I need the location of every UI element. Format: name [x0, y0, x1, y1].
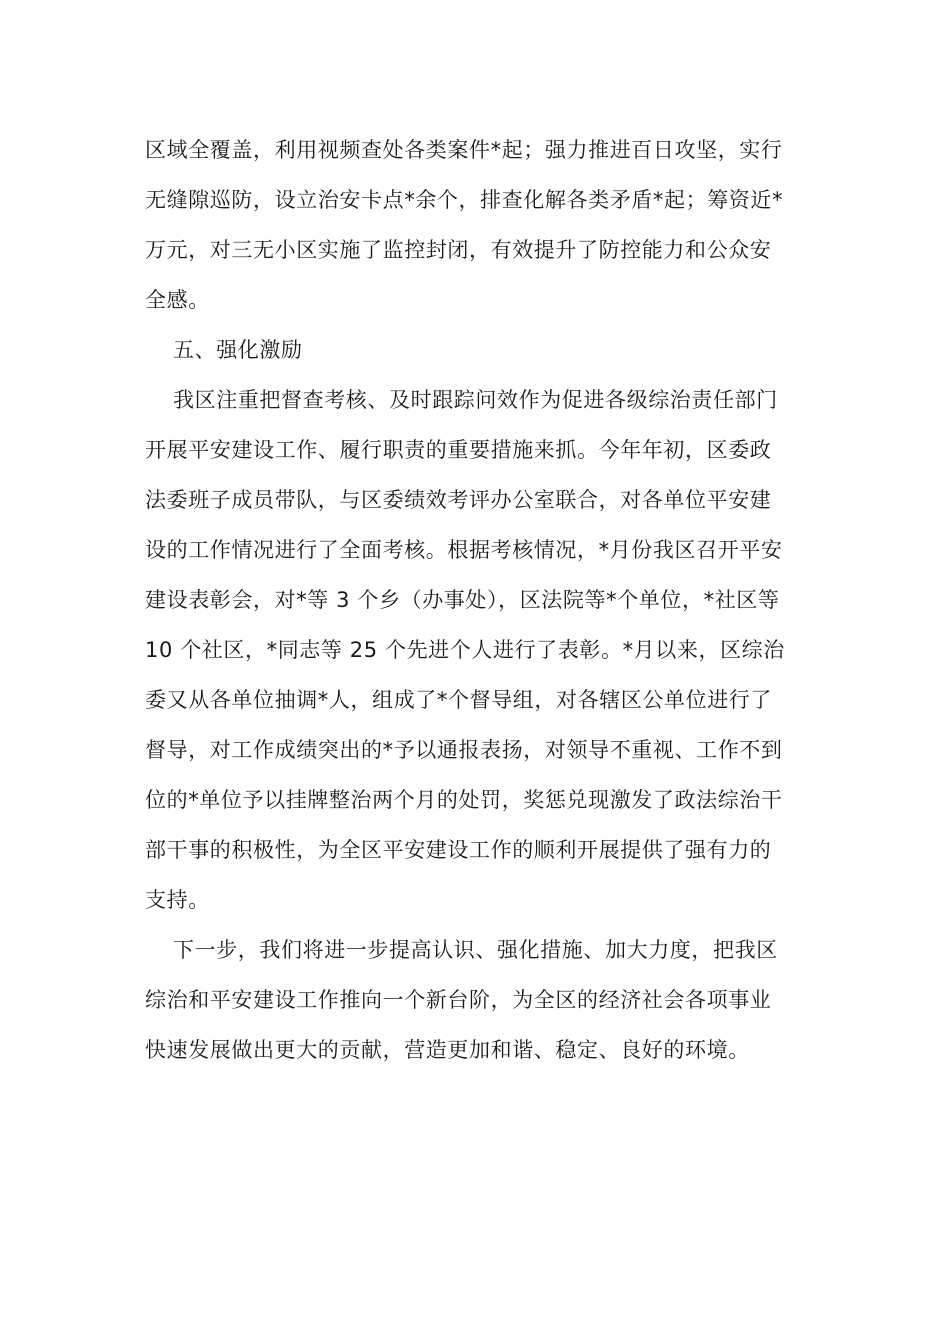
section-heading: 五、强化激励: [173, 338, 303, 362]
document-body: [145, 125, 810, 1075]
text-line: 设的工作情况进行了全面考核。根据考核情况，*月份我区召开平安: [145, 538, 783, 562]
text-line: 法委班子成员带队，与区委绩效考评办公室联合，对各单位平安建: [145, 488, 772, 512]
text-line: 位的*单位予以挂牌整治两个月的处罚，奖惩兑现激发了政法综治干: [145, 788, 783, 812]
text-line: 快速发展做出更大的贡献，营造更加和谐、稳定、良好的环境。: [145, 1038, 750, 1062]
text-line: 部干事的积极性，为全区平安建设工作的顺利开展提供了强有力的: [145, 838, 772, 862]
text-line: 综治和平安建设工作推向一个新台阶，为全区的经济社会各项事业: [145, 988, 772, 1012]
text-line: 建设表彰会，对*等 3 个乡（办事处），区法院等*个单位，*社区等: [145, 588, 780, 612]
text-line: 委又从各单位抽调*人，组成了*个督导组，对各辖区公单位进行了: [145, 688, 772, 712]
text-line: 督导，对工作成绩突出的*予以通报表扬，对领导不重视、工作不到: [145, 738, 783, 762]
text-line: 全感。: [145, 288, 210, 312]
text-line: 下一步，我们将进一步提高认识、强化措施、加大力度，把我区: [173, 938, 778, 962]
text-line: 万元，对三无小区实施了监控封闭，有效提升了防控能力和公众安: [145, 238, 772, 262]
text-line: 无缝隙巡防，设立治安卡点*余个，排查化解各类矛盾*起；筹资近*: [145, 188, 784, 212]
text-line: 区域全覆盖，利用视频查处各类案件*起；强力推进百日攻坚，实行: [145, 138, 783, 162]
text-line: 我区注重把督查考核、及时跟踪问效作为促进各级综治责任部门: [173, 388, 778, 412]
text-line: 10 个社区，*同志等 25 个先进个人进行了表彰。*月以来，区综治: [145, 638, 785, 662]
text-line: 支持。: [145, 888, 210, 912]
text-line: 开展平安建设工作、履行职责的重要措施来抓。今年年初，区委政: [145, 438, 772, 462]
